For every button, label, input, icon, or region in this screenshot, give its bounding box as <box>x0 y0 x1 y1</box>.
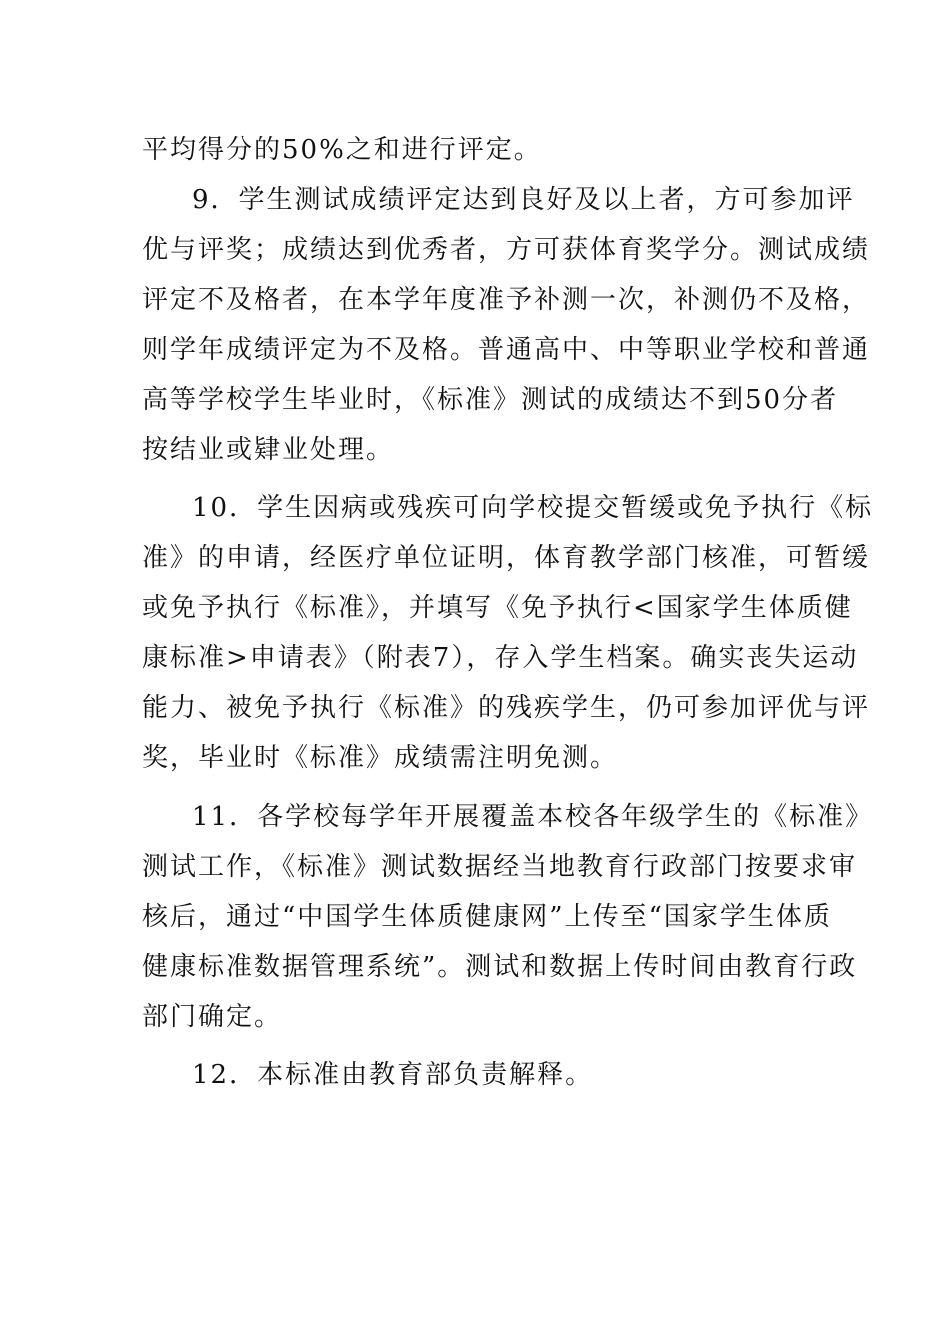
text-line: 测试工作，《标准》测试数据经当地教育行政部门按要求审 <box>142 852 858 882</box>
text-line: 评定不及格者，在本学年度准予补测一次，补测仍不及格， <box>142 285 871 315</box>
text-line: 按结业或肄业处理。 <box>142 435 395 465</box>
paragraph-10-line-1: 10．学生因病或残疾可向学校提交暂缓或免予执行《标 <box>192 493 874 523</box>
text-line: 健康标准数据管理系统”。测试和数据上传时间由教育行政 <box>142 952 858 982</box>
text-line: 准》的申请，经医疗单位证明，体育教学部门核准，可暂缓 <box>142 543 871 573</box>
text-line: 或免予执行《标准》，并填写《免予执行<国家学生体质健 <box>142 593 853 623</box>
text-line: 平均得分的50%之和进行评定。 <box>142 135 542 165</box>
text-line: 奖，毕业时《标准》成绩需注明免测。 <box>142 743 619 773</box>
paragraph-11-line-1: 11．各学校每学年开展覆盖本校各年级学生的《标准》 <box>192 802 874 832</box>
text-line: 能力、被免予执行《标准》的残疾学生，仍可参加评优与评 <box>142 693 871 723</box>
paragraph-12: 12．本标准由教育部负责解释。 <box>192 1060 594 1090</box>
text-line: 则学年成绩评定为不及格。普通高中、中等职业学校和普通 <box>142 335 871 365</box>
text-line: 部门确定。 <box>142 1002 283 1032</box>
text-line: 高等学校学生毕业时，《标准》测试的成绩达不到50分者 <box>142 385 839 415</box>
text-line: 核后，通过“中国学生体质健康网”上传至“国家学生体质 <box>142 902 832 932</box>
text-line: 优与评奖；成绩达到优秀者，方可获体育奖学分。测试成绩 <box>142 235 871 265</box>
paragraph-9-line-1: 9．学生测试成绩评定达到良好及以上者，方可参加评 <box>192 185 855 215</box>
text-line: 康标准>申请表》（附表7），存入学生档案。确实丧失运动 <box>142 643 859 673</box>
